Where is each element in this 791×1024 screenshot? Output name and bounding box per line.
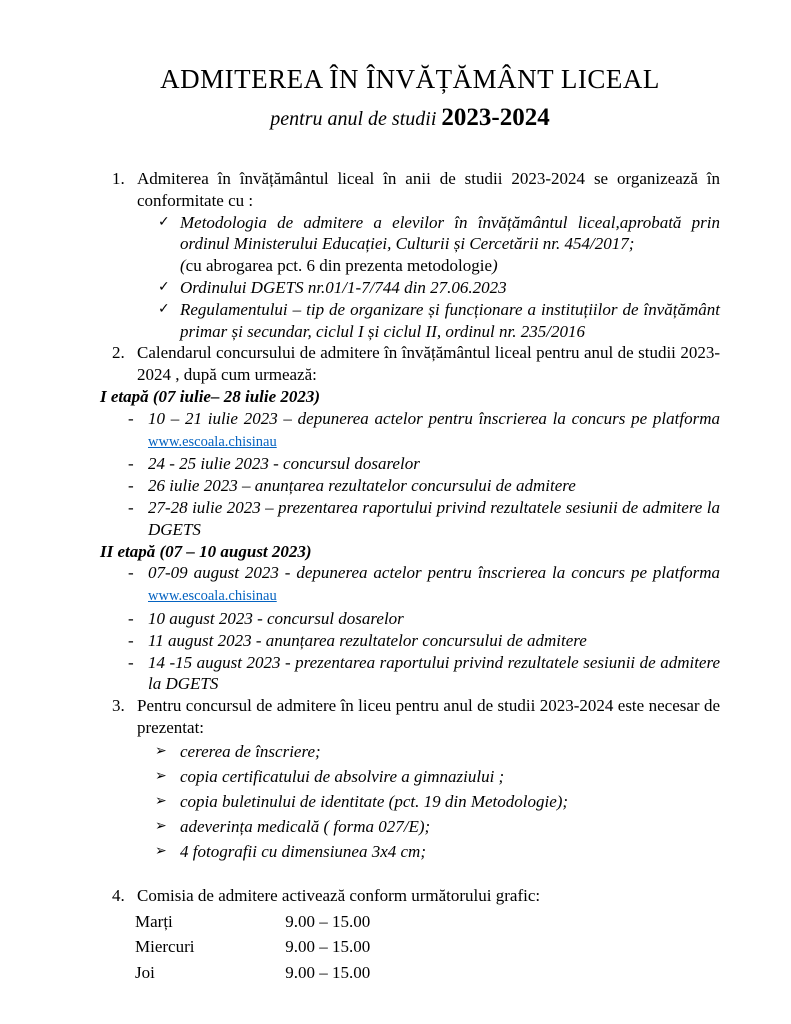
document-title: ADMITEREA ÎN ÎNVĂȚĂMÂNT LICEAL [160, 64, 660, 94]
list-item-4 [100, 885, 720, 907]
escoala-link[interactable]: www.escoala.chisinau [148, 433, 277, 450]
item-number: 3. [112, 696, 125, 716]
bullet-text: 11 august 2023 - anunțarea rezultatelor concursului de admitere [148, 630, 587, 650]
dash-marker: - [128, 476, 134, 496]
stage1-bullet-3 [100, 475, 720, 497]
dash-marker: - [128, 408, 134, 428]
dash-marker: - [128, 630, 134, 650]
bullet-text: Metodologia de admitere a elevilor în învățământul liceal,aprobată prin ordinul Ministerului Educației, Culturii și Cercetării nr. 454/2017; [180, 212, 720, 254]
document-body [100, 168, 720, 985]
bullet-text: Regulamentului – tip de organizare și funcționare a instituțiilor de învățământ primar și secundar, ciclul I și ciclul II, ordinul nr. 235/2016 [180, 299, 720, 341]
checkmark-icon: ✓ [158, 300, 170, 317]
item-text: Admiterea în învățământul liceal în anii de studii 2023-2024 se organizează în conformitate cu : [137, 169, 720, 210]
admission-schedule [100, 909, 720, 986]
item-number: 4. [112, 885, 125, 905]
arrow-bullet-icon: ➢ [155, 792, 167, 809]
schedule-row-tuesday [100, 909, 720, 935]
list-item-2 [100, 342, 720, 386]
subtitle-year: 2023-2024 [441, 104, 550, 131]
stage2-bullet-1 [100, 562, 720, 608]
document-content [100, 0, 720, 985]
check-bullet-ordin [100, 277, 720, 299]
stage2-bullet-4 [100, 652, 720, 696]
document-subtitle [100, 104, 720, 132]
stage1-bullet-4 [100, 497, 720, 541]
check-bullet-regulament [100, 299, 720, 343]
required-doc-2 [100, 764, 720, 789]
required-doc-5 [100, 839, 720, 864]
bullet-text: 27-28 iulie 2023 – prezentarea raportului privind rezultatele sesiunii de admitere la DGETS [148, 497, 720, 539]
note-close-paren: ) [492, 256, 498, 276]
escoala-link[interactable]: www.escoala.chisinau [148, 588, 277, 605]
bullet-text: Ordinului DGETS nr.01/1-7/744 din 27.06.2023 [180, 277, 507, 297]
schedule-row-wednesday [100, 934, 720, 960]
check-bullet-metodologia [100, 212, 720, 256]
schedule-row-thursday [100, 960, 720, 986]
bullet-text: 26 iulie 2023 – anunțarea rezultatelor concursului de admitere [148, 476, 576, 496]
arrow-bullet-icon: ➢ [155, 742, 167, 759]
arrow-bullet-icon: ➢ [155, 817, 167, 834]
checkmark-icon: ✓ [158, 278, 170, 295]
bullet-text: cererea de înscriere; [180, 741, 321, 761]
required-doc-1 [100, 739, 720, 764]
bullet-text: copia buletinului de identitate (pct. 19 din Metodologie); [180, 791, 569, 811]
subtitle-prefix: pentru anul de studii [270, 108, 442, 130]
bullet-text: 07-09 august 2023 - depunerea actelor pentru înscrierea la concurs pe platforma [148, 563, 720, 583]
item-text: Pentru concursul de admitere în liceu pentru anul de studii 2023-2024 este necesar de prezentat: [137, 696, 720, 737]
dash-marker: - [128, 563, 134, 583]
bullet-text: 14 -15 august 2023 - prezentarea raportului privind rezultatele sesiunii de admitere la DGETS [148, 652, 720, 694]
stage1-bullet-2 [100, 453, 720, 475]
stage2-heading: II etapă (07 – 10 august 2023) [100, 541, 312, 561]
bullet-text: 10 – 21 iulie 2023 – depunerea actelor pentru înscrierea la concurs pe platforma [148, 408, 720, 428]
stage2-bullet-2 [100, 608, 720, 630]
bullet-text: 10 august 2023 - concursul dosarelor [148, 608, 404, 628]
bullet-text: 24 - 25 iulie 2023 - concursul dosarelor [148, 454, 420, 474]
stage1-heading: I etapă (07 iulie– 28 iulie 2023) [100, 386, 321, 406]
checkmark-icon: ✓ [158, 213, 170, 230]
list-item-1 [100, 168, 720, 212]
stage1-bullet-1 [100, 408, 720, 454]
item-text: Calendarul concursului de admitere în învățământul liceal pentru anul de studii 2023-2024 , după cum urmează: [137, 343, 720, 385]
schedule-hours: 9.00 – 15.00 [285, 911, 371, 931]
item-number: 2. [112, 343, 125, 363]
dash-marker: - [128, 652, 134, 672]
schedule-hours: 9.00 – 15.00 [285, 937, 371, 957]
stage2-bullet-3 [100, 630, 720, 652]
bullet-text: adeverința medicală ( forma 027/E); [180, 816, 431, 836]
bullet-text: copia certificatului de absolvire a gimnaziului ; [180, 766, 505, 786]
arrow-bullet-icon: ➢ [155, 767, 167, 784]
list-item-3 [100, 695, 720, 739]
required-doc-3 [100, 789, 720, 814]
dash-marker: - [128, 454, 134, 474]
dash-marker: - [128, 608, 134, 628]
item-number: 1. [112, 169, 125, 188]
required-doc-4 [100, 814, 720, 839]
schedule-day: Miercuri [135, 937, 195, 957]
arrow-bullet-icon: ➢ [155, 842, 167, 859]
schedule-day: Joi [135, 962, 155, 982]
schedule-day: Marți [135, 911, 173, 931]
note-text: cu abrogarea pct. 6 din prezenta metodologie [185, 256, 493, 276]
dash-marker: - [128, 497, 134, 517]
item-text: Comisia de admitere activează conform următorului grafic: [137, 885, 541, 905]
note-open-paren: ( [180, 256, 186, 276]
bullet-text: 4 fotografii cu dimensiunea 3x4 cm; [180, 841, 426, 861]
schedule-hours: 9.00 – 15.00 [285, 962, 371, 982]
abrogation-note [100, 255, 720, 277]
